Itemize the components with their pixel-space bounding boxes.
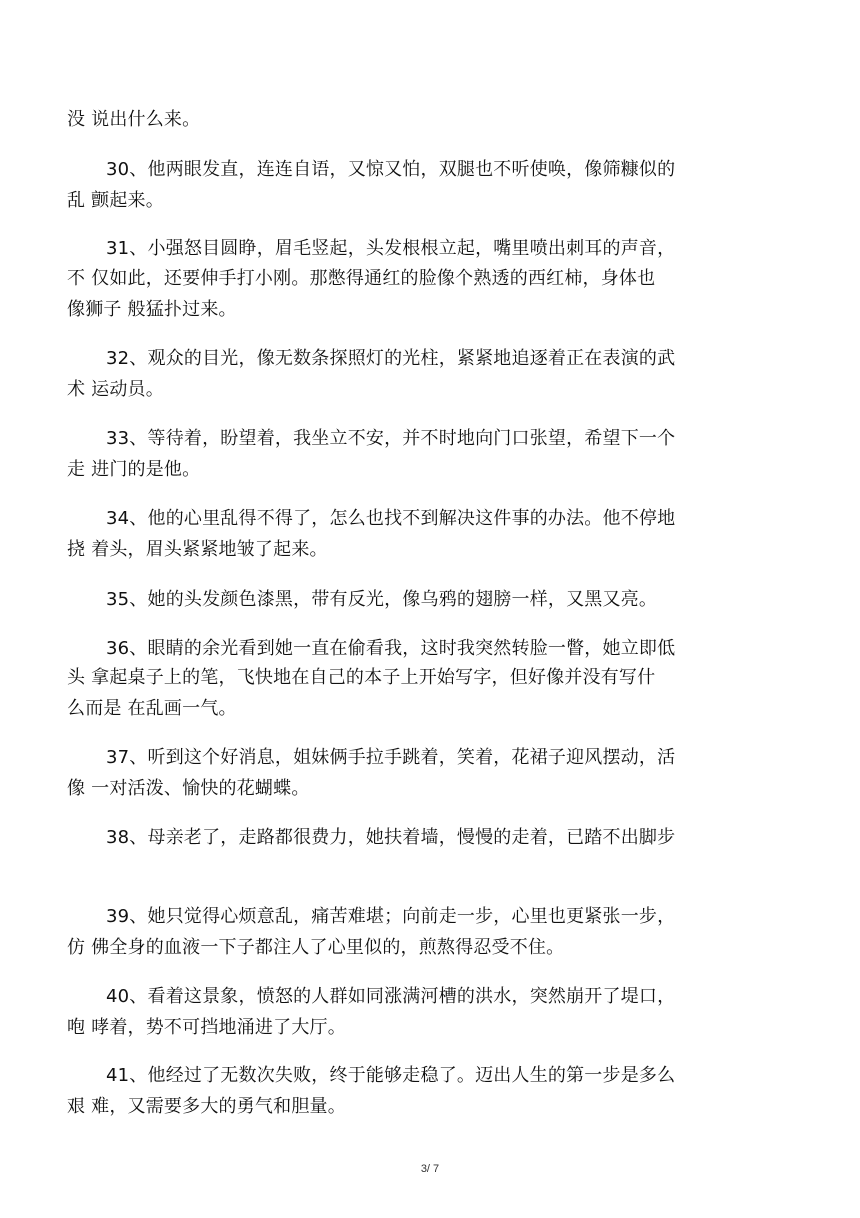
text-line: 35、她的头发颜色漆黑，带有反光，像乌鸦的翅膀一样，又黑又亮。	[106, 589, 658, 610]
page-number: 3/ 7	[420, 1163, 440, 1175]
text-line: 30、他两眼发直，连连自语，又惊又怕，双腿也不听使唤，像筛糠似的	[106, 159, 676, 180]
text-line: 乱 颤起来。	[67, 190, 164, 211]
text-line: 挠 着头，眉头紧紧地皱了起来。	[67, 539, 328, 560]
text-line: 术 运动员。	[67, 379, 164, 400]
text-line: 不 仅如此，还要伸手打小刚。那憋得通红的脸像个熟透的西红柿，身体也	[67, 268, 656, 289]
text-line: 没 说出什么来。	[67, 109, 201, 130]
text-line: 38、母亲老了，走路都很费力，她扶着墙，慢慢的走着，已踏不出脚步	[106, 827, 676, 848]
text-line: 41、他经过了无数次失败，终于能够走稳了。迈出人生的第一步是多么	[106, 1065, 676, 1086]
text-line: 像 一对活泼、愉快的花蝴蝶。	[67, 778, 310, 799]
text-line: 走 进门的是他。	[67, 459, 201, 480]
text-line: 39、她只觉得心烦意乱，痛苦难堪；向前走一步，心里也更紧张一步，	[106, 906, 676, 927]
text-line: 36、眼睛的余光看到她一直在偷看我，这时我突然转脸一瞥，她立即低	[106, 638, 676, 659]
text-line: 40、看着这景象，愤怒的人群如同涨满河槽的洪水，突然崩开了堤口，	[106, 986, 676, 1007]
text-line: 像狮子 般猛扑过来。	[67, 299, 237, 320]
text-line: 31、小强怒目圆睁，眉毛竖起，头发根根立起，嘴里喷出刺耳的声音，	[106, 238, 676, 259]
text-line: 艰 难，又需要多大的勇气和胆量。	[67, 1096, 346, 1117]
text-line: 33、等待着，盼望着，我坐立不安，并不时地向门口张望，希望下一个	[106, 428, 676, 449]
text-line: 仿 佛全身的血液一下子都注人了心里似的，煎熬得忍受不住。	[67, 937, 565, 958]
text-line: 咆 哮着，势不可挡地涌进了大厅。	[67, 1017, 346, 1038]
text-line: 37、听到这个好消息，姐妹俩手拉手跳着，笑着，花裙子迎风摆动，活	[106, 747, 676, 768]
text-line: 头 拿起桌子上的笔，飞快地在自己的本子上开始写字，但好像并没有写什	[67, 667, 656, 688]
text-line: 32、观众的目光，像无数条探照灯的光柱，紧紧地追逐着正在表演的武	[106, 348, 676, 369]
text-line: 么而是 在乱画一气。	[67, 698, 237, 719]
text-line: 34、他的心里乱得不得了，怎么也找不到解决这件事的办法。他不停地	[106, 508, 676, 529]
